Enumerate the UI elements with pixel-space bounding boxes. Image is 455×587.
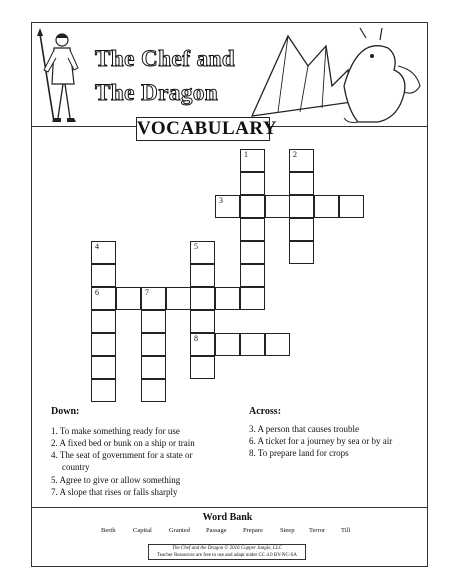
grid-cell[interactable] bbox=[91, 379, 116, 402]
grid-cell-3-1[interactable] bbox=[215, 195, 240, 218]
grid-cell[interactable] bbox=[141, 310, 166, 333]
grid-cell[interactable] bbox=[240, 172, 265, 195]
clue-number-1: 1 bbox=[244, 150, 248, 159]
word-bank-item: Steep bbox=[280, 527, 295, 534]
down-clue: 2. A fixed bed or bunk on a ship or train bbox=[51, 438, 195, 448]
grid-cell[interactable] bbox=[240, 264, 265, 287]
across-clue: 8. To prepare land for crops bbox=[249, 448, 349, 458]
down-clue: 7. A slope that rises or falls sharply bbox=[51, 487, 178, 497]
section-title: VOCABULARY bbox=[137, 118, 278, 139]
grid-cell[interactable] bbox=[240, 195, 265, 218]
grid-cell[interactable] bbox=[289, 172, 314, 195]
grid-cell[interactable] bbox=[265, 333, 290, 356]
down-clue: 1. To make something ready for use bbox=[51, 426, 180, 436]
grid-cell[interactable] bbox=[141, 379, 166, 402]
clue-number-8: 8 bbox=[194, 334, 198, 343]
title-line-1: The Chef and bbox=[95, 46, 236, 71]
grid-cell-1-1[interactable] bbox=[240, 149, 265, 172]
word-bank-item: Berth bbox=[101, 527, 116, 534]
word-bank-item: Prepare bbox=[243, 527, 263, 534]
clue-number-7: 7 bbox=[145, 288, 149, 297]
grid-cell-7-1[interactable] bbox=[141, 287, 166, 310]
word-bank-item: Capital bbox=[133, 527, 152, 534]
grid-cell[interactable] bbox=[190, 356, 215, 379]
across-clue: 6. A ticket for a journey by sea or by air bbox=[249, 436, 393, 446]
clue-number-5: 5 bbox=[194, 242, 198, 251]
grid-cell[interactable] bbox=[116, 287, 141, 310]
clue-number-4: 4 bbox=[95, 242, 99, 251]
grid-cell[interactable] bbox=[240, 287, 265, 310]
grid-cell[interactable] bbox=[314, 195, 339, 218]
grid-cell-2-1[interactable] bbox=[289, 149, 314, 172]
grid-cell[interactable] bbox=[240, 218, 265, 241]
grid-cell[interactable] bbox=[141, 333, 166, 356]
grid-cell[interactable] bbox=[91, 333, 116, 356]
grid-cell[interactable] bbox=[265, 195, 290, 218]
down-clue: 5. Agree to give or allow something bbox=[51, 475, 181, 485]
word-bank-item: Terror bbox=[309, 527, 326, 534]
grid-cell[interactable] bbox=[240, 241, 265, 264]
grid-cell-4-1[interactable] bbox=[91, 241, 116, 264]
grid-cell[interactable] bbox=[141, 356, 166, 379]
chef-illustration bbox=[34, 26, 90, 124]
word-bank-divider bbox=[31, 507, 428, 508]
clue-number-3: 3 bbox=[219, 196, 223, 205]
grid-cell[interactable] bbox=[91, 264, 116, 287]
clue-number-2: 2 bbox=[293, 150, 297, 159]
grid-cell[interactable] bbox=[91, 310, 116, 333]
grid-cell-5-1[interactable] bbox=[190, 241, 215, 264]
grid-cell[interactable] bbox=[289, 218, 314, 241]
down-heading: Down: bbox=[51, 406, 80, 417]
across-heading: Across: bbox=[249, 406, 282, 417]
grid-cell-6-1[interactable] bbox=[91, 287, 116, 310]
grid-cell[interactable] bbox=[91, 356, 116, 379]
across-clue: 3. A person that causes trouble bbox=[249, 424, 359, 434]
grid-cell[interactable] bbox=[215, 333, 240, 356]
grid-cell[interactable] bbox=[215, 287, 240, 310]
word-bank-item: Passage bbox=[206, 527, 227, 534]
word-bank-item: Till bbox=[341, 527, 351, 534]
dragon-illustration bbox=[248, 26, 426, 126]
grid-cell[interactable] bbox=[190, 310, 215, 333]
grid-cell[interactable] bbox=[190, 264, 215, 287]
credit-line-1: The Chef and the Dragon © 2016 Copper Jungle, LLC bbox=[172, 546, 282, 551]
grid-cell[interactable] bbox=[289, 195, 314, 218]
word-bank-item: Granted bbox=[169, 527, 190, 534]
clue-number-6: 6 bbox=[95, 288, 99, 297]
grid-cell[interactable] bbox=[166, 287, 191, 310]
grid-cell[interactable] bbox=[339, 195, 364, 218]
credit-line-2: Teacher Resources are free to use and adapt under CC 4.0 BY-NC-SA bbox=[157, 553, 297, 558]
grid-cell[interactable] bbox=[190, 287, 215, 310]
down-clue: 4. The seat of government for a state or bbox=[51, 450, 193, 460]
credit-box bbox=[148, 544, 306, 560]
grid-cell[interactable] bbox=[289, 241, 314, 264]
word-bank-title: Word Bank bbox=[202, 512, 253, 523]
grid-cell[interactable] bbox=[240, 333, 265, 356]
title-line-2: The Dragon bbox=[95, 80, 219, 105]
grid-cell-8-1[interactable] bbox=[190, 333, 215, 356]
down-clue: country bbox=[62, 462, 90, 472]
